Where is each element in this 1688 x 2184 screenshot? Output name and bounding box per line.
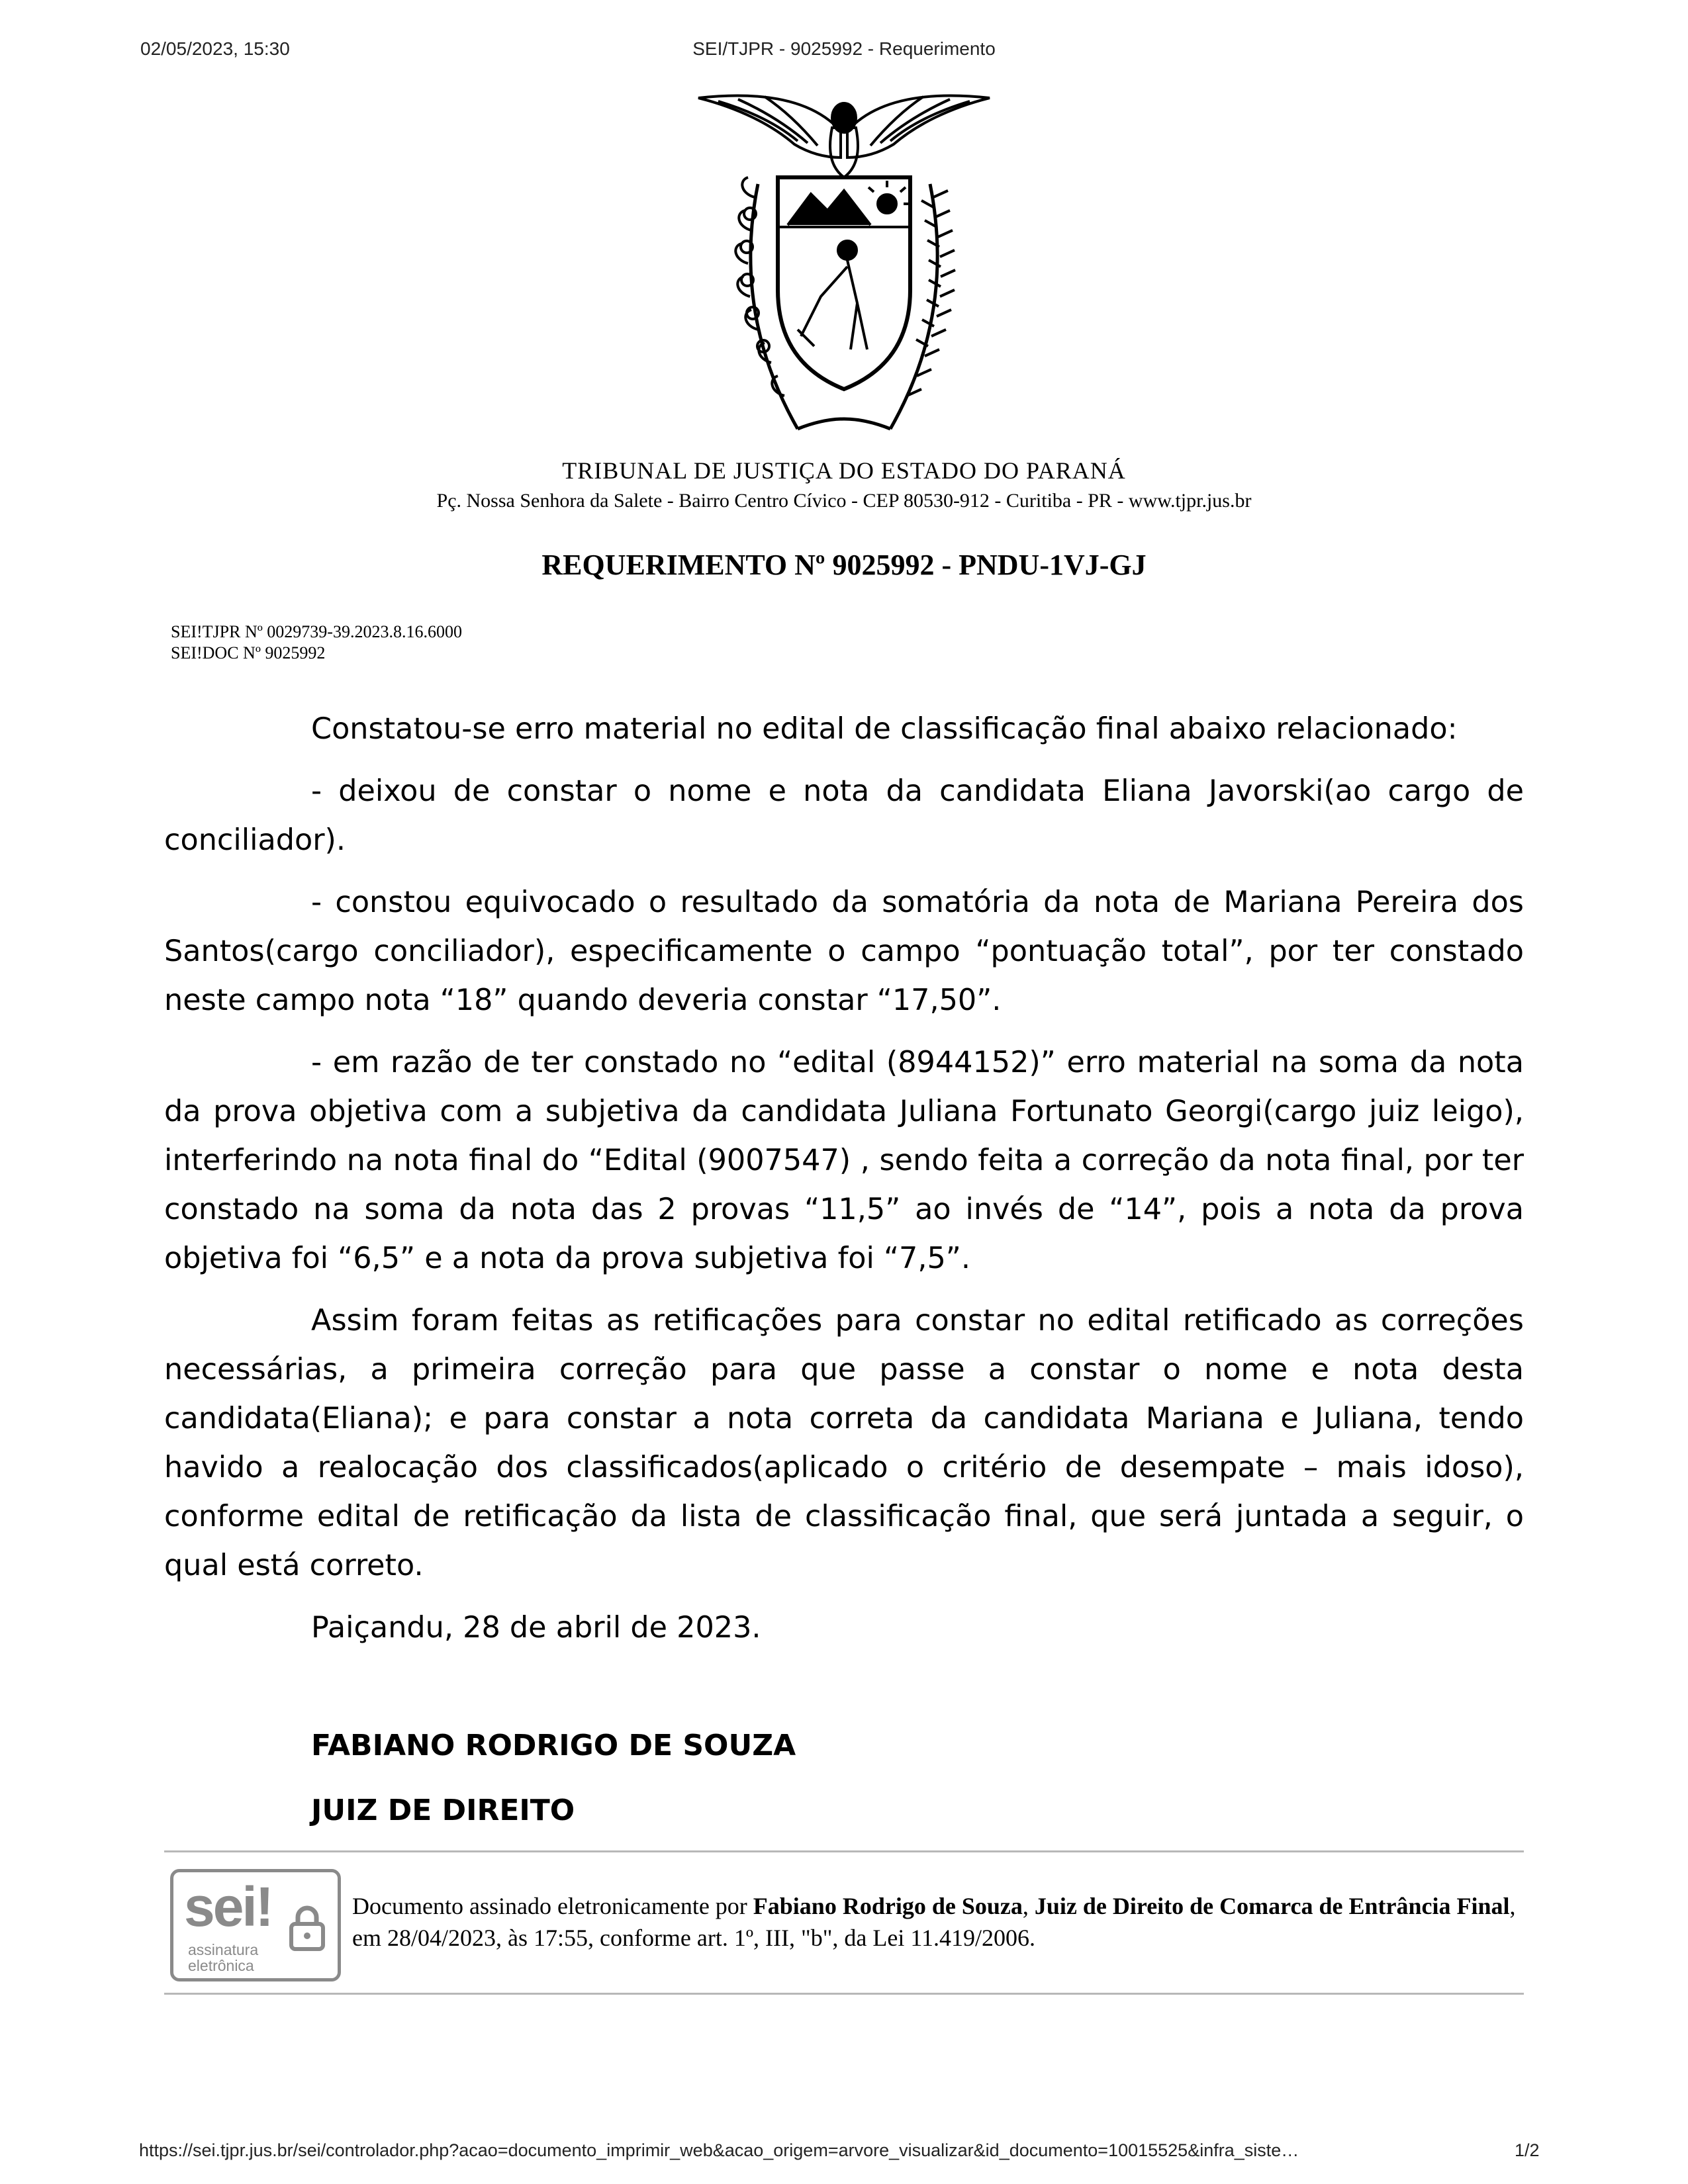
- badge-caption: assinatura: [188, 1941, 259, 1958]
- print-url: https://sei.tjpr.jus.br/sei/controlador.php?acao=documento_imprimir_web&acao_origem=arvore_visualizar&id_documento=10015525&infra_siste…: [139, 2140, 1299, 2160]
- sig-prefix: Documento assinado eletronicamente por: [352, 1893, 753, 1919]
- document-title: REQUERIMENTO Nº 9025992 - PNDU-1VJ-GJ: [541, 549, 1147, 581]
- process-reference: SEI!TJPR Nº 0029739-39.2023.8.16.6000: [171, 622, 462, 641]
- electronic-signature-text: [352, 1890, 1524, 1954]
- institution-name: TRIBUNAL DE JUSTIÇA DO ESTADO DO PARANÁ: [562, 457, 1126, 484]
- institution-address: Pç. Nossa Senhora da Salete - Bairro Centro Cívico - CEP 80530-912 - Curitiba - PR - www.tjpr.jus.br: [436, 490, 1252, 512]
- paragraph: Constatou-se erro material no edital de classificação final abaixo relacionado:: [311, 712, 1458, 746]
- sig-signer: Fabiano Rodrigo de Souza: [753, 1893, 1023, 1919]
- signer-role: JUIZ DE DIREITO: [311, 1794, 575, 1827]
- badge-caption: eletrônica: [188, 1957, 254, 1974]
- parana-coat-of-arms-icon: [679, 85, 1009, 455]
- document-body: [164, 705, 1524, 1666]
- paragraph: - em razão de ter constado no “edital (8944152)” erro material na soma da nota da prova objetiva com a subjetiva da candidata Juliana Fortunato Georgi(cargo juiz leigo), interferindo na nota final do “Edital (9007547) , sendo feita a correção da nota final, por ter constado na soma da nota das 2 provas “11,5” ao invés de “14”, pois a nota da prova objetiva foi “6,5” e a nota da prova subjetiva foi “7,5”.: [164, 1046, 1524, 1275]
- divider: [164, 1850, 1524, 1852]
- divider: [164, 1993, 1524, 1995]
- paragraph: Assim foram feitas as retificações para constar no edital retificado as correções necessárias, a primeira correção para que passe a constar o nome e nota desta candidata(Eliana); e para constar a nota correta da candidata Mariana e Juliana, tendo havido a realocação dos classificados(aplicado o critério de desempate – mais idoso), conforme edital de retificação da lista de classificação final, que será juntada a seguir, o qual está correto.: [164, 1304, 1524, 1582]
- document-reference: SEI!DOC Nº 9025992: [171, 643, 326, 662]
- sig-suffix: , em 28/04/2023, às 17:55, conforme art. 1º, III, "b", da Lei 11.419/2006.: [352, 1893, 1516, 1951]
- date-place: Paiçandu, 28 de abril de 2023.: [311, 1611, 761, 1645]
- sei-logo: sei!: [184, 1876, 272, 1938]
- paragraph: - deixou de constar o nome e nota da candidata Eliana Javorski(ao cargo de conciliador).: [164, 774, 1524, 857]
- paragraph: - constou equivocado o resultado da somatória da nota de Mariana Pereira dos Santos(cargo conciliador), especificamente o campo “pontuação total”, por ter constado neste campo nota “18” quando deveria constar “17,50”.: [164, 886, 1524, 1017]
- sei-signature-badge: [170, 1869, 341, 1981]
- print-datetime: 02/05/2023, 15:30: [140, 38, 290, 59]
- lock-icon: [287, 1903, 327, 1952]
- sig-separator: ,: [1022, 1893, 1035, 1919]
- page-number: 1/2: [1515, 2140, 1540, 2160]
- signer-name: FABIANO RODRIGO DE SOUZA: [311, 1729, 796, 1762]
- sig-position: Juiz de Direito de Comarca de Entrância Final: [1034, 1893, 1510, 1919]
- print-page-title: SEI/TJPR - 9025992 - Requerimento: [692, 38, 996, 59]
